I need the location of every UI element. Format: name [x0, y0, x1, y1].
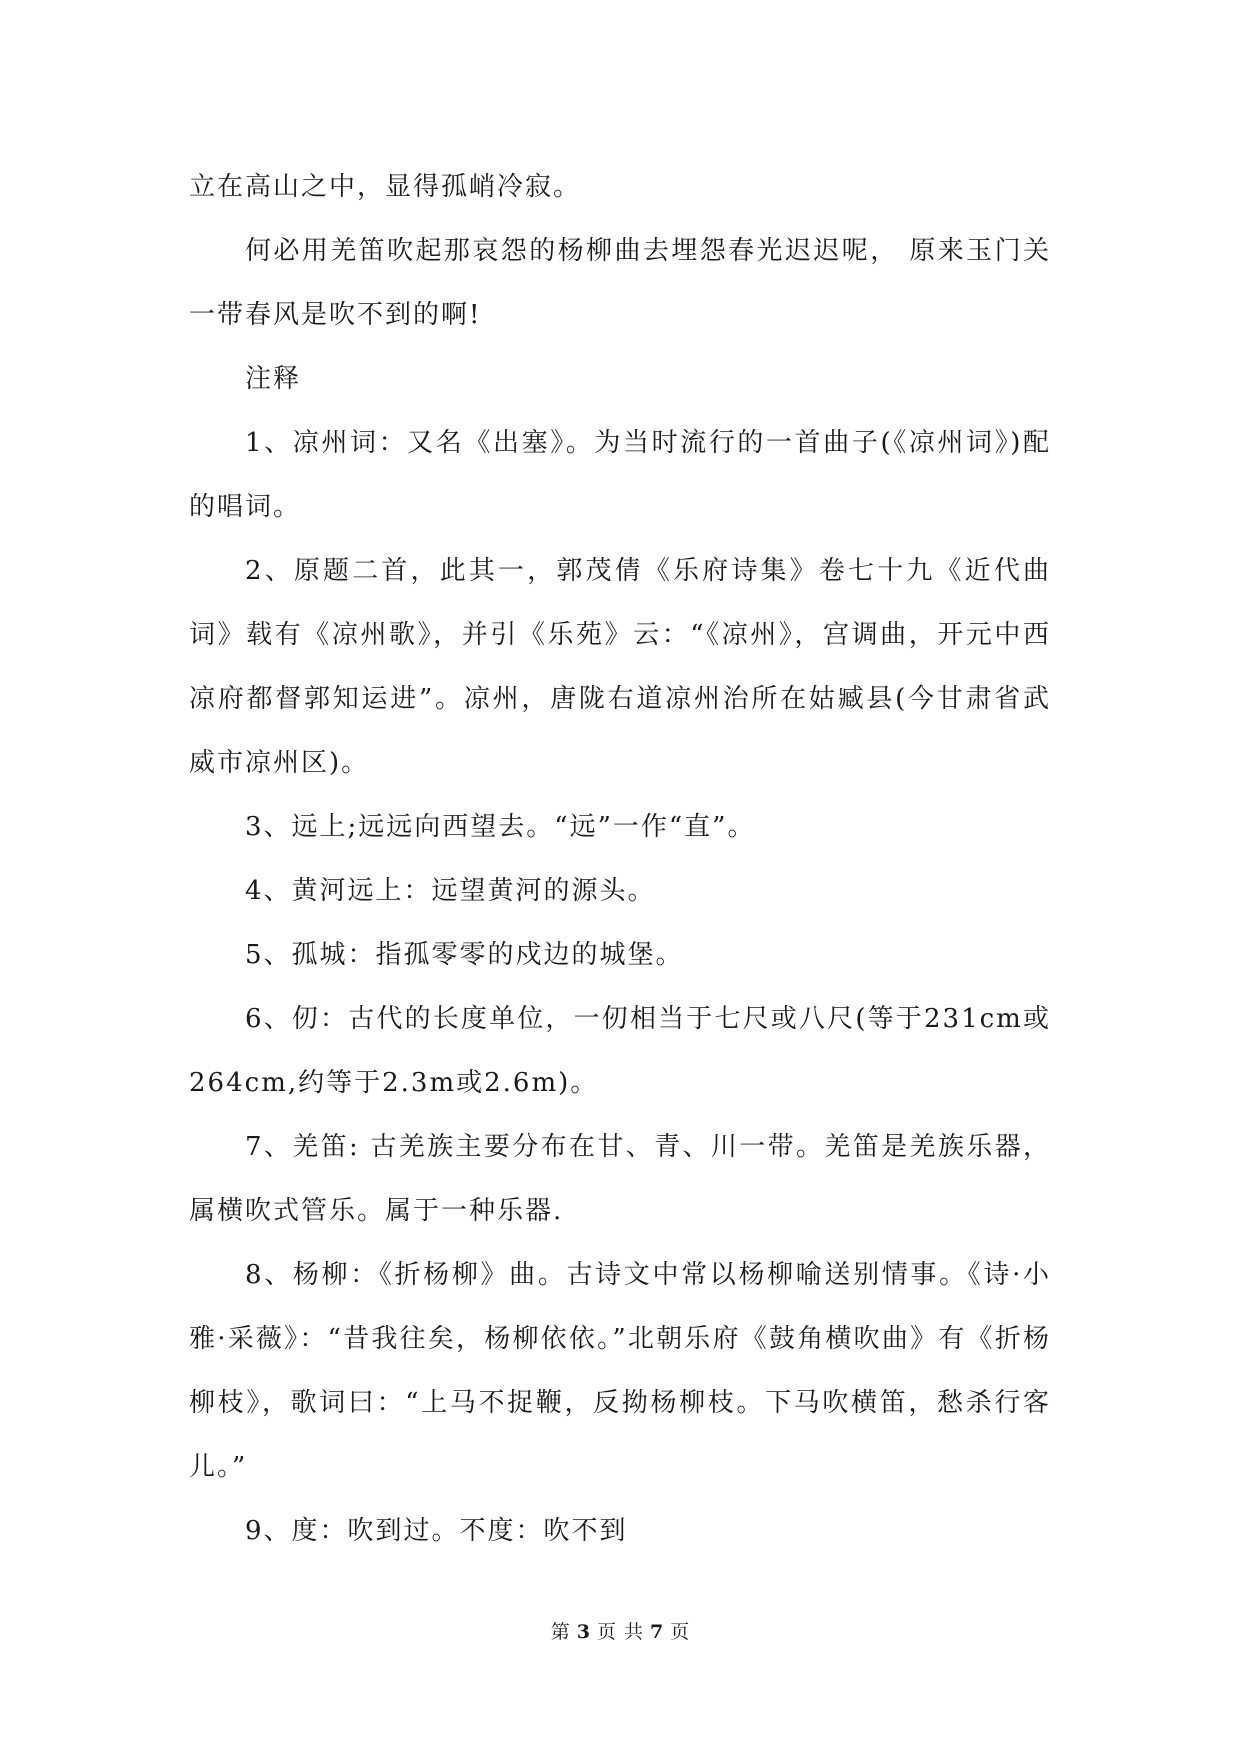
notes-heading: 注释	[245, 364, 302, 394]
paragraph-translation: 何必用羌笛吹起那哀怨的杨柳曲去埋怨春光迟迟呢， 原来玉门关一带春风是吹不到的啊!	[189, 236, 1051, 330]
page-number: 3	[576, 1621, 591, 1643]
note-item: 6、仞：古代的长度单位，一仞相当于七尺或八尺(等于231cm或264cm,约等于2.3m或2.6m)。	[189, 1004, 1051, 1098]
footer-prefix: 第	[550, 1621, 571, 1643]
page-total: 7	[650, 1621, 665, 1643]
note-item: 4、黄河远上：远望黄河的源头。	[245, 876, 656, 906]
note-item: 5、孤城：指孤零零的戍边的城堡。	[245, 940, 684, 970]
body-text	[189, 155, 1051, 1563]
note-item: 7、羌笛: 古羌族主要分布在甘、青、川一带。羌笛是羌族乐器，属横吹式管乐。属于一种乐器.	[189, 1132, 1051, 1226]
paragraph-continued: 立在高山之中，显得孤峭冷寂。	[189, 172, 582, 202]
note-item: 2、原题二首，此其一，郭茂倩《乐府诗集》卷七十九《近代曲词》载有《凉州歌》，并引《乐苑》云：“《凉州》，宫调曲，开元中西凉府都督郭知运进”。凉州，唐陇右道凉州治所在姑臧县(今甘肃省武威市凉州区)。	[189, 556, 1051, 778]
page-footer	[0, 1617, 1241, 1644]
footer-middle: 页 共	[596, 1621, 645, 1643]
footer-suffix: 页	[670, 1621, 691, 1643]
note-item: 3、远上;远远向西望去。“远”一作“直”。	[245, 812, 756, 842]
note-item: 1、凉州词：又名《出塞》。为当时流行的一首曲子(《凉州词》)配的唱词。	[189, 428, 1051, 522]
note-item: 9、度：吹到过。不度：吹不到	[245, 1516, 628, 1546]
note-item: 8、杨柳：《折杨柳》曲。古诗文中常以杨柳喻送别情事。《诗·小雅·采薇》：“昔我往矣，杨柳依依。”北朝乐府《鼓角横吹曲》有《折杨柳枝》，歌词曰：“上马不捉鞭，反拗杨柳枝。下马吹横笛，愁杀行客儿。”	[189, 1260, 1051, 1482]
